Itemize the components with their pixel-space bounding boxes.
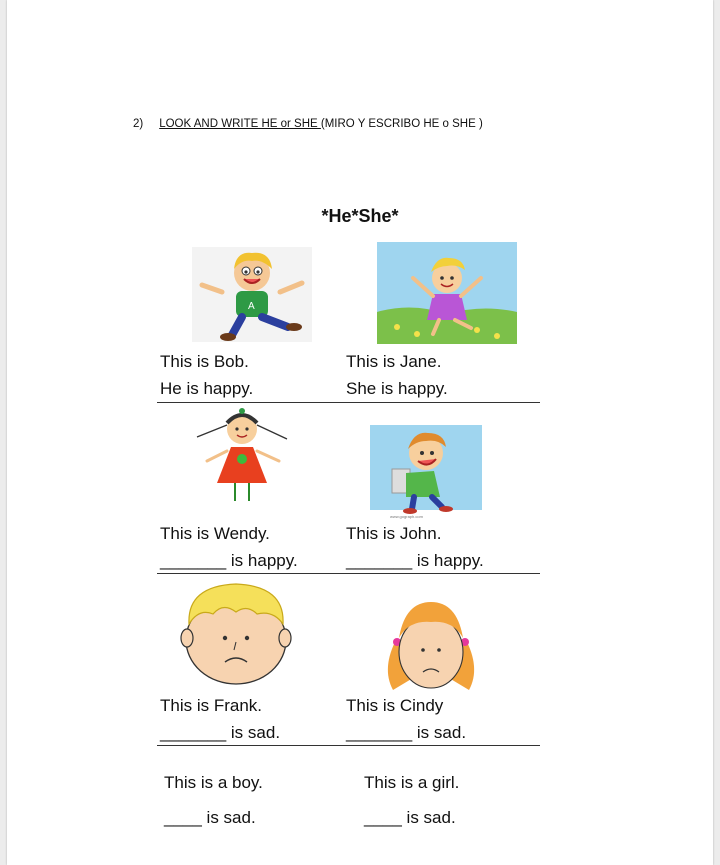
cell-girl [364,765,459,835]
svg-text:www.gograph.com: www.gograph.com [390,514,423,519]
row-divider [157,573,540,574]
exercise-number: 2) [133,118,144,130]
row-divider [157,402,540,403]
john-illustration [370,425,482,520]
cell-line2: _______ is sad. [160,723,281,742]
cell-line1: This is a girl. [364,773,460,792]
document-page [7,0,713,865]
cell-line1: This is a boy. [164,773,263,792]
cell-line1: This is Jane. [346,352,442,371]
cell-line2: ____ is sad. [164,808,256,827]
instruction-underlined: LOOK AND WRITE HE or SHE [159,118,321,130]
cell-line1: This is Bob. [160,352,249,371]
cindy-illustration [379,598,483,694]
cell-frank [160,692,280,746]
cell-wendy [160,520,298,574]
cell-line1: This is Cindy [346,696,444,715]
cell-line2: _______ is sad. [346,723,467,742]
cell-jane [346,348,448,402]
cell-bob [160,348,253,402]
cell-line2: He is happy. [160,379,254,398]
exercise-instruction [133,118,483,130]
jane-illustration [377,242,517,344]
cell-line1: This is John. [346,524,442,543]
bob-illustration [192,247,312,342]
row-divider [157,745,540,746]
cell-cindy [346,692,466,746]
instruction-translation: (MIRO Y ESCRIBO HE o SHE ) [320,118,483,130]
cell-line2: ____ is sad. [364,808,456,827]
cell-line1: This is Frank. [160,696,263,715]
cell-boy [164,765,263,835]
worksheet-title: *He*She* [321,206,399,226]
svg-text:A: A [248,301,255,312]
wendy-illustration [187,405,297,505]
cell-john [346,520,484,574]
cell-line1: This is Wendy. [160,524,270,543]
frank-illustration [177,580,295,688]
cell-line2: _______ is happy. [346,551,484,570]
cell-line2: She is happy. [346,379,448,398]
cell-line2: _______ is happy. [160,551,298,570]
